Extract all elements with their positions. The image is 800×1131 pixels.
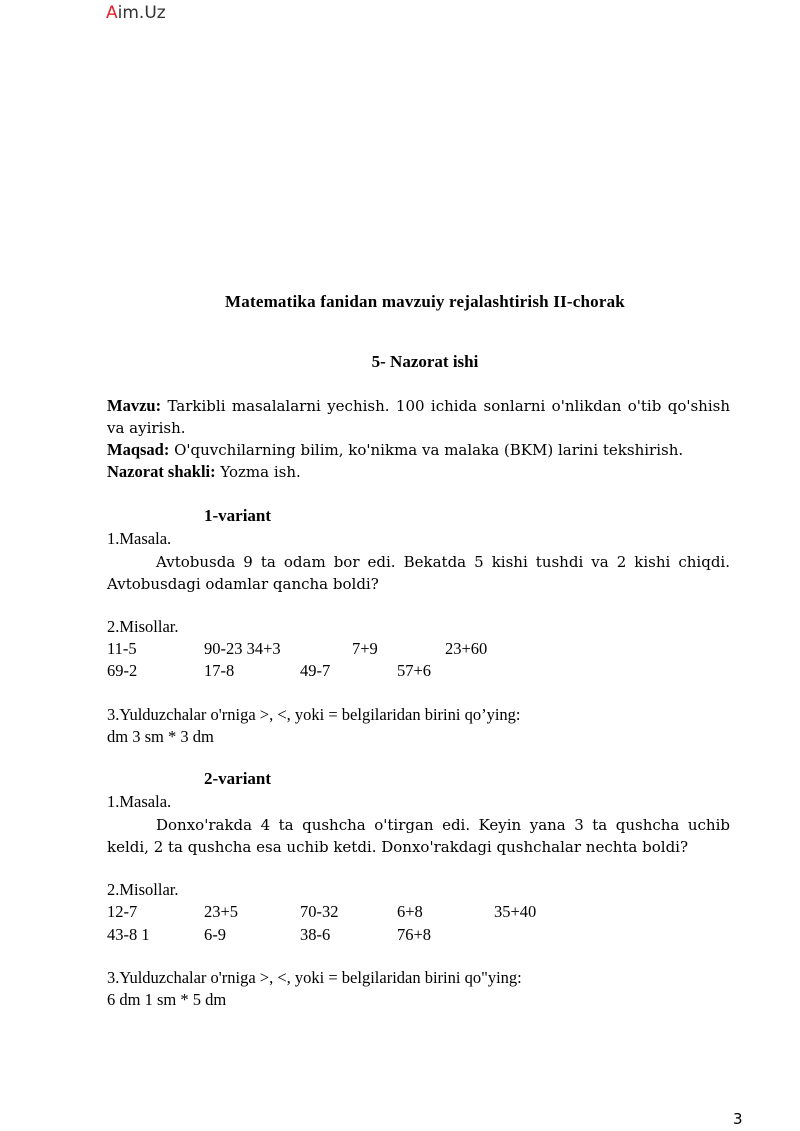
shakl-paragraph: [107, 462, 301, 482]
variant2-misollar-label: 2.Misollar.: [107, 880, 179, 899]
variant1-row1-cell: 7+9: [352, 639, 378, 658]
variant1-row2-cell: 17-8: [204, 661, 235, 680]
variant1-row2-cell: 69-2: [107, 661, 138, 680]
page-number: 3: [733, 1110, 743, 1128]
variant1-row2-cell: 57+6: [397, 661, 432, 680]
variant2-row1-cell: 23+5: [204, 902, 239, 921]
shakl-label: Nazorat shakli:: [107, 462, 216, 481]
variant2-task3: 3.Yulduzchalar o'rniga >, <, yoki = belgilaridan birini qo"ying:: [107, 968, 522, 987]
variant2-task3-expr: 6 dm 1 sm * 5 dm: [107, 990, 227, 1009]
variant2-row1-cell: 35+40: [494, 902, 537, 921]
maqsad-paragraph: [107, 440, 683, 460]
maqsad-text: O'quvchilarning bilim, ko'nikma va malaka (BKM) larini tekshirish.: [169, 441, 684, 459]
variant1-masala-text: Avtobusda 9 ta odam bor edi. Bekatda 5 kishi tushdi va 2 kishi chiqdi. Avtobusdagi odamlar qancha boldi?: [107, 553, 730, 593]
variant1-misollar-label: 2.Misollar.: [107, 617, 179, 636]
mavzu-paragraph: [107, 395, 730, 439]
maqsad-label: Maqsad:: [107, 440, 170, 459]
site-logo[interactable]: [106, 3, 166, 23]
variant2-row1-cell: 70-32: [300, 902, 339, 921]
variant1-heading: 1-variant: [204, 506, 272, 525]
variant1-row1-cell: 23+60: [445, 639, 488, 658]
mavzu-label: Mavzu:: [107, 396, 162, 415]
variant2-row2-cell: 6-9: [204, 925, 226, 944]
variant1-row2-cell: 49-7: [300, 661, 331, 680]
page-subtitle: 5- Nazorat ishi: [371, 352, 479, 371]
variant1-task3: 3.Yulduzchalar o'rniga >, <, yoki = belgilaridan birini qo’ying:: [107, 705, 521, 724]
variant2-row1-cell: 6+8: [397, 902, 423, 921]
variant2-row2-cell: 43-8 1: [107, 925, 150, 944]
variant2-heading: 2-variant: [204, 769, 272, 788]
logo-letter-a: A: [106, 3, 118, 23]
variant1-task3-expr: dm 3 sm * 3 dm: [107, 727, 214, 746]
variant1-row1-cell: 90-23 34+3: [204, 639, 281, 658]
variant2-row1-cell: 12-7: [107, 902, 138, 921]
variant2-row2-cell: 76+8: [397, 925, 432, 944]
variant1-row1-cell: 11-5: [107, 639, 137, 658]
mavzu-text: Tarkibli masalalarni yechish. 100 ichida sonlarni o'nlikdan o'tib qo'shish va ayirish.: [107, 397, 730, 437]
variant2-masala-text: Donxo'rakda 4 ta qushcha o'tirgan edi. Keyin yana 3 ta qushcha uchib keldi, 2 ta qushcha esa uchib ketdi. Donxo'rakdagi qushchalar nechta boldi?: [107, 816, 730, 856]
page-title: Matematika fanidan mavzuiy rejalashtirish II-chorak: [225, 292, 625, 311]
variant2-row2-cell: 38-6: [300, 925, 331, 944]
variant2-masala-label: 1.Masala.: [107, 792, 172, 811]
variant1-masala-label: 1.Masala.: [107, 529, 172, 548]
shakl-text: Yozma ish.: [215, 463, 301, 481]
logo-text: im.Uz: [117, 3, 166, 23]
